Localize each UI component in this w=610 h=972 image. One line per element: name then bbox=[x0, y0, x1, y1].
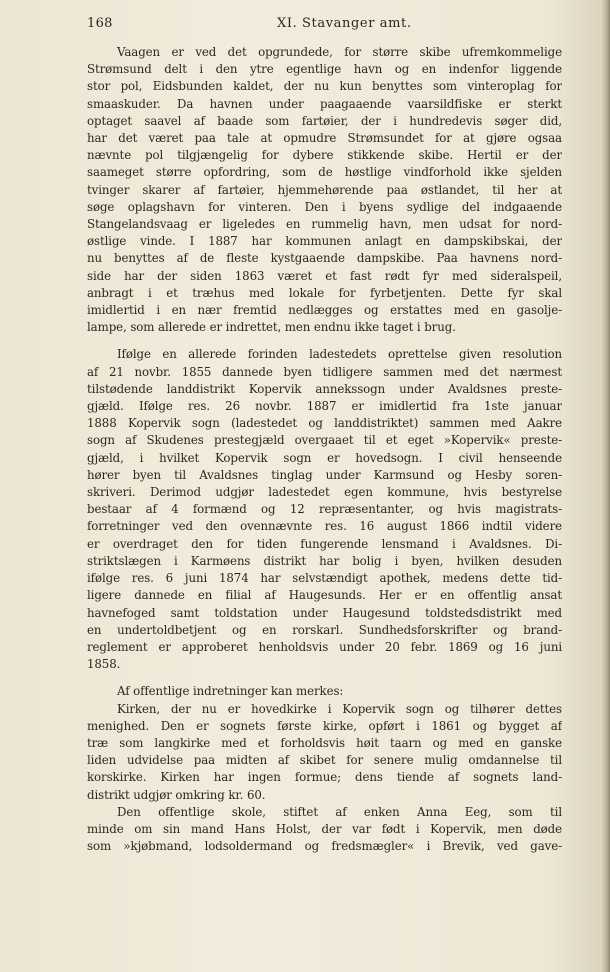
text-line: reglement er approberet henholdsvis under 20 febr. 1869 og 16 juni bbox=[87, 639, 562, 654]
text-line: minde om sin mand Hans Holst, der var født i Kopervik, men døde bbox=[87, 821, 562, 836]
text-line: saameget større opfordring, som de høstlige vindforhold ikke sjelden bbox=[87, 165, 562, 180]
text-line: havnefoged samt toldstation under Haugesund toldstedsdistrikt med bbox=[87, 605, 562, 620]
page-edge-shadow bbox=[600, 0, 610, 972]
body-text bbox=[87, 44, 562, 865]
text-line: Kirken, der nu er hovedkirke i Kopervik sogn og tilhører dettes bbox=[117, 701, 562, 716]
text-line: side har der siden 1863 været et fast rødt fyr med sideralspeil, bbox=[87, 268, 562, 283]
text-line: er overdraget den for tiden fungerende lensmand i Avaldsnes. Di- bbox=[87, 536, 562, 551]
text-line: tilstødende landdistrikt Kopervik annekssogn under Avaldsnes preste- bbox=[87, 381, 562, 396]
text-line: menighed. Den er sognets første kirke, opført i 1861 og bygget af bbox=[87, 718, 562, 733]
text-line: gjæld. Ifølge res. 26 novbr. 1887 er imidlertid fra 1ste januar bbox=[87, 399, 562, 414]
text-line: forretninger ved den ovennævnte res. 16 august 1866 indtil videre bbox=[87, 519, 562, 534]
page-number: 168 bbox=[87, 16, 113, 31]
text-line: stor pol, Eidsbunden kaldet, der nu kun benyttes som vinteroplag for bbox=[87, 79, 562, 94]
text-line: som »kjøbmand, lodsoldermand og fredsmægler« i Brevik, ved gave- bbox=[87, 839, 562, 854]
text-line: bestaar af 4 formænd og 12 repræsentanter, og hvis magistrats- bbox=[87, 502, 562, 517]
text-line: Vaagen er ved det opgrundede, for større skibe ufremkommelige bbox=[117, 45, 562, 59]
text-line: sogn af Skudenes prestegjæld overgaaet til et eget »Kopervik« preste- bbox=[87, 433, 562, 448]
text-line: optaget saavel af baade som fartøier, der i hundredevis søger did, bbox=[87, 113, 562, 128]
text-line: korskirke. Kirken har ingen formue; dens tiende af sognets land- bbox=[87, 770, 562, 785]
text-line: nu benyttes af de fleste kystgaaende dampskibe. Paa havnens nord- bbox=[87, 251, 562, 266]
text-line: søge oplagshavn for vinteren. Den i byens sydlige del indgaaende bbox=[87, 199, 562, 214]
text-line: 1858. bbox=[87, 657, 121, 672]
text-line: gjæld, i hvilket Kopervik sogn er hovedsogn. I civil henseende bbox=[87, 450, 562, 465]
paragraph-institutions bbox=[87, 683, 562, 855]
text-line: imidlertid i en nær fremtid nedlægges og erstattes med en gasolje- bbox=[87, 303, 562, 318]
page-header bbox=[87, 16, 557, 34]
text-line: tvinger skarer af fartøier, hjemmehørende paa østlandet, til her at bbox=[87, 182, 562, 197]
text-line: Stangelandsvaag er ligeledes en rummelig havn, men udsat for nord- bbox=[87, 217, 562, 232]
text-line: liden udvidelse paa midten af skibet for senere mulig omdannelse til bbox=[87, 753, 562, 768]
running-title: XI. Stavanger amt. bbox=[277, 16, 412, 31]
text-line: anbragt i et træhus med lokale for fyrbetjenten. Dette fyr skal bbox=[87, 285, 562, 300]
text-line: ifølge res. 6 juni 1874 har selvstændigt apothek, medens dette tid- bbox=[87, 571, 562, 586]
text-line: 1888 Kopervik sogn (ladestedet og landdistriktet) sammen med Aakre bbox=[87, 416, 562, 431]
text-line: af 21 novbr. 1855 dannede byen tidligere sammen med det nærmest bbox=[87, 364, 562, 379]
text-line: ligere dannede en filial af Haugesunds. Her er en offentlig ansat bbox=[87, 588, 562, 603]
text-line: nævnte pol tilgjængelig for dybere stikkende skibe. Hertil er der bbox=[87, 148, 562, 163]
text-line: smaaskuder. Da havnen under paagaaende vaarsildfiske er sterkt bbox=[87, 96, 562, 111]
text-line: Den offentlige skole, stiftet af enken Anna Eeg, som til bbox=[117, 804, 562, 819]
text-line: træ som langkirke med et forholdsvis høit taarn og med en ganske bbox=[87, 735, 562, 750]
text-line: Ifølge en allerede forinden ladestedets oprettelse given resolution bbox=[117, 347, 562, 362]
section-intro: Af offentlige indretninger kan merkes: bbox=[117, 684, 344, 699]
text-line: striktslægen i Karmøens distrikt har bolig i byen, hvilken desuden bbox=[87, 553, 562, 568]
text-line: hører byen til Avaldsnes tinglag under Karmsund og Hesby soren- bbox=[87, 467, 562, 482]
text-line: skriveri. Derimod udgjør ladestedet egen kommune, hvis bestyrelse bbox=[87, 485, 562, 500]
text-line: lampe, som allerede er indrettet, men endnu ikke taget i brug. bbox=[87, 320, 456, 335]
paragraph-harbour bbox=[87, 44, 562, 336]
text-line: Strømsund delt i den ytre egentlige havn og en indenfor liggende bbox=[87, 62, 562, 77]
text-line: østlige vinde. I 1887 har kommunen anlagt en dampskibskai, der bbox=[87, 234, 562, 249]
text-line: har det været paa tale at opmudre Strømsundet for at gjøre ogsaa bbox=[87, 131, 562, 146]
paragraph-administration bbox=[87, 346, 562, 673]
text-line: en undertoldbetjent og en rorskarl. Sundhedsforskrifter og brand- bbox=[87, 622, 562, 637]
text-line: distrikt udgjør omkring kr. 60. bbox=[87, 787, 266, 802]
